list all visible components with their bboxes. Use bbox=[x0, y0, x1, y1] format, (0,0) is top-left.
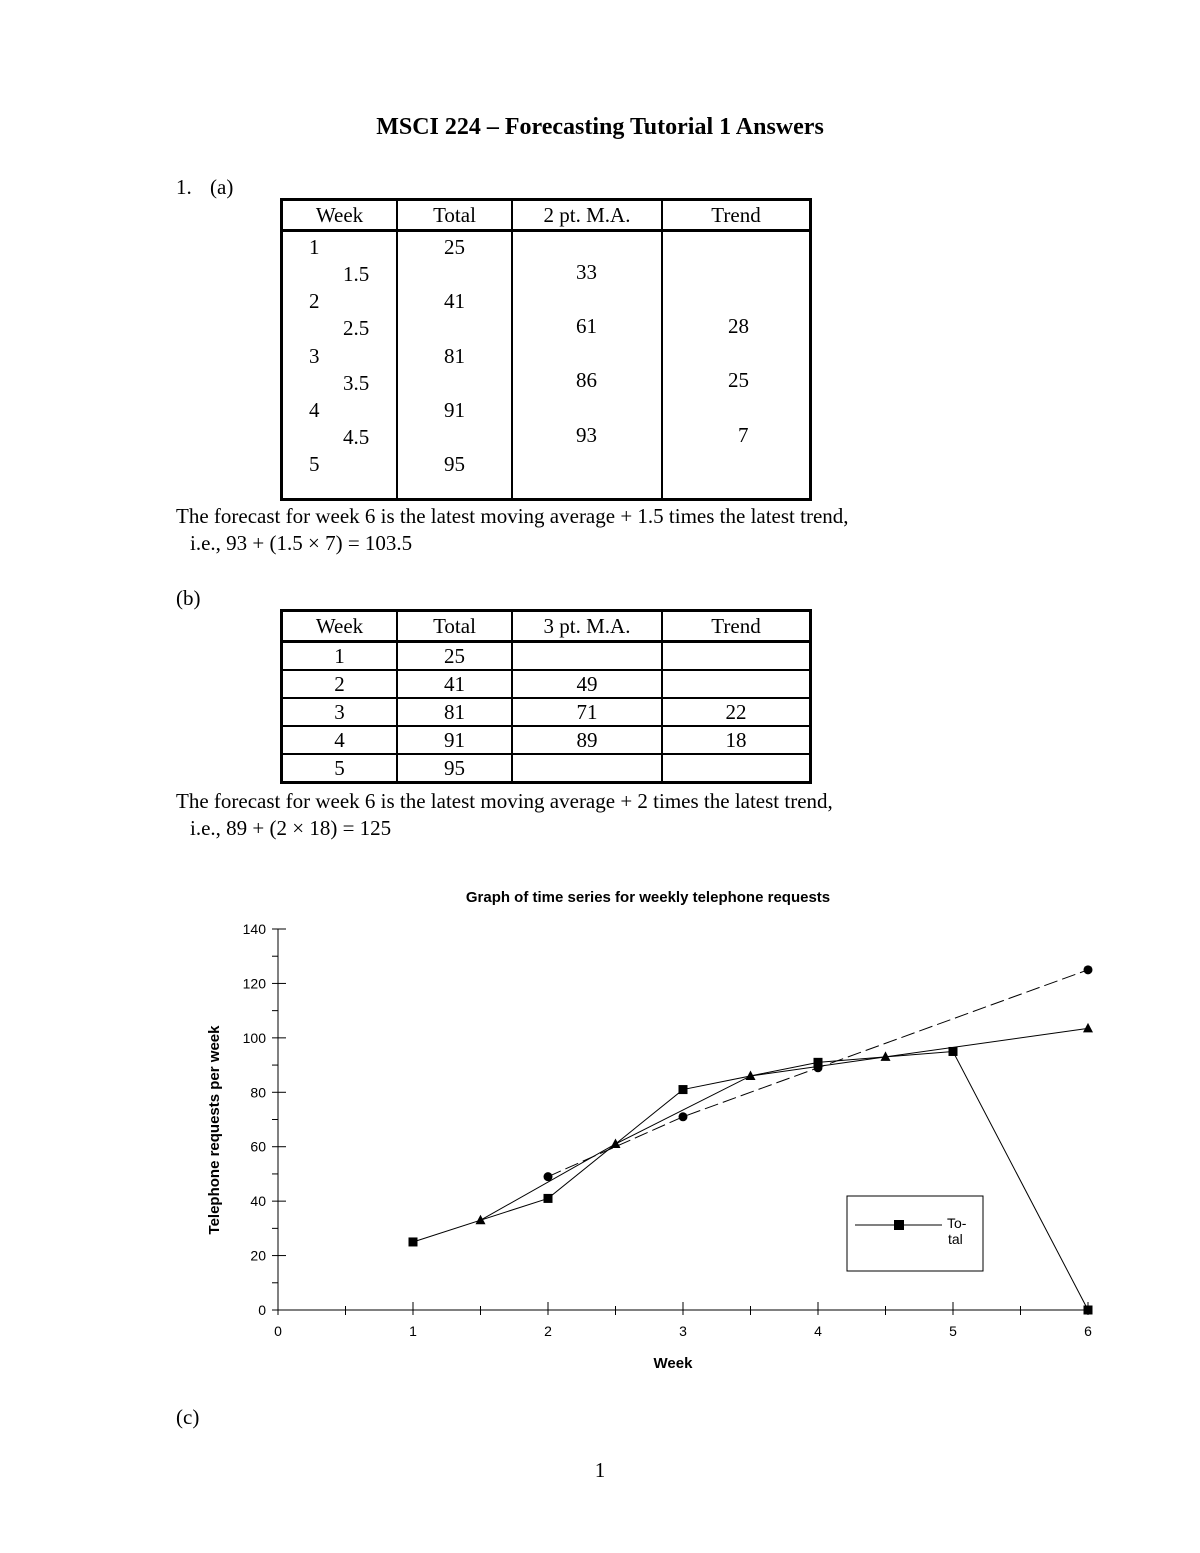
y-tick-label: 0 bbox=[258, 1302, 266, 1318]
data-point-circle bbox=[544, 1172, 553, 1181]
legend-label-line: tal bbox=[948, 1231, 963, 1247]
data-point-circle bbox=[679, 1112, 688, 1121]
forecast-a-calc: i.e., 93 + (1.5 × 7) = 103.5 bbox=[190, 531, 413, 555]
y-tick-label: 140 bbox=[242, 921, 266, 937]
table-a-total-column bbox=[397, 231, 512, 500]
chart-axes bbox=[243, 921, 1092, 1339]
y-tick-label: 80 bbox=[250, 1084, 266, 1101]
table-b-header-trend: Trend bbox=[662, 611, 811, 642]
data-point-square bbox=[544, 1194, 553, 1203]
table-a-week: 5 bbox=[309, 452, 320, 476]
table-a-total: 95 bbox=[444, 452, 465, 476]
table-b-header-week: Week bbox=[282, 611, 398, 642]
table-a-week-column bbox=[282, 231, 398, 500]
table-cell: 2 bbox=[282, 670, 398, 698]
x-tick-label: 5 bbox=[949, 1323, 957, 1339]
table-b-header-total: Total bbox=[397, 611, 512, 642]
x-tick-label: 1 bbox=[409, 1323, 417, 1339]
table-row bbox=[282, 754, 811, 783]
table-a-week: 1 bbox=[309, 235, 320, 259]
table-cell: 91 bbox=[397, 726, 512, 754]
table-cell: 18 bbox=[662, 726, 811, 754]
data-point-square bbox=[679, 1085, 688, 1094]
table-row bbox=[282, 670, 811, 698]
data-point-triangle bbox=[611, 1138, 621, 1148]
x-tick-label: 6 bbox=[1084, 1323, 1092, 1339]
table-a-total: 91 bbox=[444, 398, 465, 422]
page-title: MSCI 224 – Forecasting Tutorial 1 Answers bbox=[376, 114, 824, 140]
table-b-body bbox=[282, 642, 811, 783]
table-row bbox=[282, 698, 811, 726]
series-line-square bbox=[413, 1051, 1088, 1310]
table-a-ma-column bbox=[512, 231, 662, 500]
chart-x-axis-label: Week bbox=[653, 1355, 693, 1372]
table-a-week: 4.5 bbox=[343, 425, 370, 449]
data-point-square bbox=[1084, 1306, 1093, 1315]
table-cell: 95 bbox=[397, 754, 512, 783]
table-a-total: 81 bbox=[444, 344, 465, 368]
legend-square-marker bbox=[894, 1220, 904, 1230]
forecast-a-text: The forecast for week 6 is the latest moving average + 1.5 times the latest trend, bbox=[176, 504, 849, 528]
table-cell bbox=[512, 642, 662, 671]
question-number: 1. bbox=[176, 175, 192, 199]
table-a bbox=[280, 198, 812, 501]
table-a-header-total: Total bbox=[397, 200, 512, 231]
table-cell: 3 bbox=[282, 698, 398, 726]
chart-title: Graph of time series for weekly telephone requests bbox=[465, 889, 831, 906]
table-a-week: 3 bbox=[309, 344, 320, 368]
forecast-b-calc: i.e., 89 + (2 × 18) = 125 bbox=[190, 816, 392, 840]
table-cell bbox=[662, 670, 811, 698]
table-a-trend: 28 bbox=[728, 314, 749, 338]
table-a-week: 2.5 bbox=[343, 316, 370, 340]
time-series-chart bbox=[0, 870, 1200, 1390]
table-a-total: 25 bbox=[444, 235, 465, 259]
data-point-circle bbox=[1084, 965, 1093, 974]
data-point-circle bbox=[814, 1063, 823, 1072]
y-tick-label: 60 bbox=[250, 1138, 266, 1155]
part-a-label: (a) bbox=[210, 175, 234, 199]
y-tick-label: 100 bbox=[242, 1029, 266, 1046]
table-cell: 1 bbox=[282, 642, 398, 671]
table-cell: 71 bbox=[512, 698, 662, 726]
table-a-week: 4 bbox=[309, 398, 320, 422]
table-a-total: 41 bbox=[444, 289, 465, 313]
chart-series bbox=[409, 965, 1094, 1314]
table-cell: 81 bbox=[397, 698, 512, 726]
page-number: 1 bbox=[594, 1458, 606, 1482]
forecast-b-text: The forecast for week 6 is the latest moving average + 2 times the latest trend, bbox=[176, 789, 833, 813]
x-tick-label: 0 bbox=[274, 1323, 282, 1339]
table-a-trend-column bbox=[662, 231, 811, 500]
table-a-header-week: Week bbox=[282, 200, 398, 231]
table-cell: 5 bbox=[282, 754, 398, 783]
table-a-trend: 25 bbox=[728, 368, 749, 392]
part-b-label: (b) bbox=[176, 586, 201, 610]
table-a-ma: 33 bbox=[576, 260, 597, 284]
table-row bbox=[282, 642, 811, 671]
table-a-week: 2 bbox=[309, 289, 320, 313]
table-a-ma: 93 bbox=[576, 423, 597, 447]
series-line-circle bbox=[548, 970, 1088, 1177]
table-cell bbox=[662, 754, 811, 783]
table-a-ma: 86 bbox=[576, 368, 597, 392]
chart-legend bbox=[847, 1196, 983, 1271]
table-cell: 22 bbox=[662, 698, 811, 726]
x-tick-label: 2 bbox=[544, 1323, 552, 1339]
table-a-header-ma: 2 pt. M.A. bbox=[512, 200, 662, 231]
table-a-header-trend: Trend bbox=[662, 200, 811, 231]
table-cell: 4 bbox=[282, 726, 398, 754]
table-b bbox=[280, 609, 812, 784]
x-tick-label: 4 bbox=[814, 1323, 822, 1339]
table-a-trend: 7 bbox=[738, 423, 749, 447]
table-row bbox=[282, 726, 811, 754]
table-cell: 41 bbox=[397, 670, 512, 698]
part-c-label: (c) bbox=[176, 1405, 200, 1429]
table-b-header-ma: 3 pt. M.A. bbox=[512, 611, 662, 642]
data-point-square bbox=[409, 1237, 418, 1246]
legend-label-line: To- bbox=[947, 1215, 967, 1231]
table-cell bbox=[662, 642, 811, 671]
table-a-ma: 61 bbox=[576, 314, 597, 338]
series-line-triangle bbox=[481, 1028, 1089, 1220]
data-point-triangle bbox=[1083, 1023, 1093, 1033]
table-cell: 25 bbox=[397, 642, 512, 671]
chart-y-axis-label: Telephone requests per week bbox=[206, 1025, 223, 1235]
y-tick-label: 120 bbox=[242, 975, 266, 992]
table-a-week: 3.5 bbox=[343, 371, 370, 395]
table-cell: 89 bbox=[512, 726, 662, 754]
table-a-week: 1.5 bbox=[343, 262, 370, 286]
table-cell bbox=[512, 754, 662, 783]
y-tick-label: 20 bbox=[250, 1247, 266, 1264]
y-tick-label: 40 bbox=[250, 1193, 266, 1210]
table-cell: 49 bbox=[512, 670, 662, 698]
x-tick-label: 3 bbox=[679, 1323, 687, 1339]
